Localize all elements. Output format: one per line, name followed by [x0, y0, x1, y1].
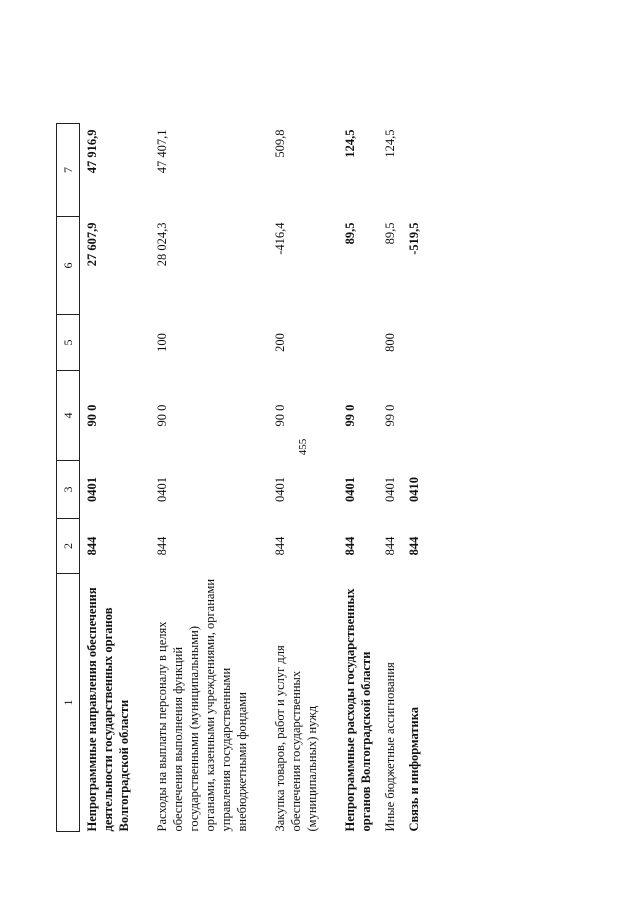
row-name: Расходы на выплаты персоналу в целях обеспечения выполнения функций государственными (муниципальными) органами, казенными учреждениями, органами управления государственными внебюджетными фондами: [155, 578, 249, 832]
target-article-code: [402, 371, 426, 461]
table-row: [338, 124, 378, 832]
section-code: 0401: [273, 477, 287, 502]
section-code: 0401: [343, 477, 357, 502]
column-header-6: 6: [57, 217, 80, 315]
total-amount: 47 407,1: [155, 129, 169, 174]
column-header-4: 4: [57, 371, 80, 461]
column-header-3: 3: [57, 461, 80, 519]
table-row: [378, 124, 402, 832]
change-amount: -519,5: [407, 222, 421, 255]
table-row: [80, 124, 151, 832]
column-header-7: 7: [57, 124, 80, 217]
change-amount: 28 024,3: [155, 222, 169, 267]
column-header-5: 5: [57, 315, 80, 371]
target-article-code: 90 0: [155, 404, 169, 427]
expense-type-code: [80, 315, 151, 371]
expense-type-code: [402, 315, 426, 371]
expense-type-code: 100: [155, 333, 169, 352]
expense-type-code: 200: [273, 333, 287, 352]
page-number: 455: [297, 438, 309, 456]
ministry-code: 844: [343, 536, 357, 556]
target-article-code: 99 0: [383, 404, 397, 427]
table-row: [268, 124, 338, 832]
total-amount: 124,5: [383, 129, 397, 158]
table-row: [150, 124, 268, 832]
section-code: 0401: [155, 477, 169, 502]
ministry-code: 844: [273, 536, 287, 556]
expense-type-code: 800: [383, 333, 397, 352]
change-amount: 27 607,9: [85, 222, 99, 267]
section-code: 0401: [85, 477, 99, 502]
target-article-code: 90 0: [273, 404, 287, 427]
column-header-2: 2: [57, 519, 80, 574]
column-number-header-row: [57, 124, 80, 832]
change-amount: -416,4: [273, 222, 287, 255]
budget-table-container: [56, 124, 583, 832]
total-amount: 509,8: [273, 129, 287, 158]
row-name: Непрограммные направления обеспечения деятельности государственных органов Волгоградской области: [85, 587, 131, 832]
target-article-code: 99 0: [343, 404, 357, 427]
budget-table: [56, 123, 426, 832]
section-code: 0401: [383, 477, 397, 502]
target-article-code: 90 0: [85, 404, 99, 427]
change-amount: 89,5: [343, 222, 357, 245]
row-name: Иные бюджетные ассигнования: [383, 662, 397, 832]
ministry-code: 844: [85, 536, 99, 556]
section-code: 0410: [407, 477, 421, 502]
expense-type-code: [338, 315, 378, 371]
ministry-code: 844: [155, 536, 169, 556]
table-row: [402, 124, 426, 832]
ministry-code: 844: [383, 536, 397, 556]
ministry-code: 844: [407, 536, 421, 556]
total-amount: [402, 124, 426, 217]
total-amount: 47 916,9: [85, 129, 99, 174]
column-header-1: 1: [57, 574, 80, 832]
total-amount: 124,5: [343, 129, 357, 158]
row-name: Непрограммные расходы государственных органов Волгоградской области: [343, 588, 373, 832]
row-name: Связь и информатика: [407, 707, 421, 832]
change-amount: 89,5: [383, 222, 397, 245]
row-name: Закупка товаров, работ и услуг для обеспечения государственных (муниципальных) нужд: [273, 645, 319, 832]
